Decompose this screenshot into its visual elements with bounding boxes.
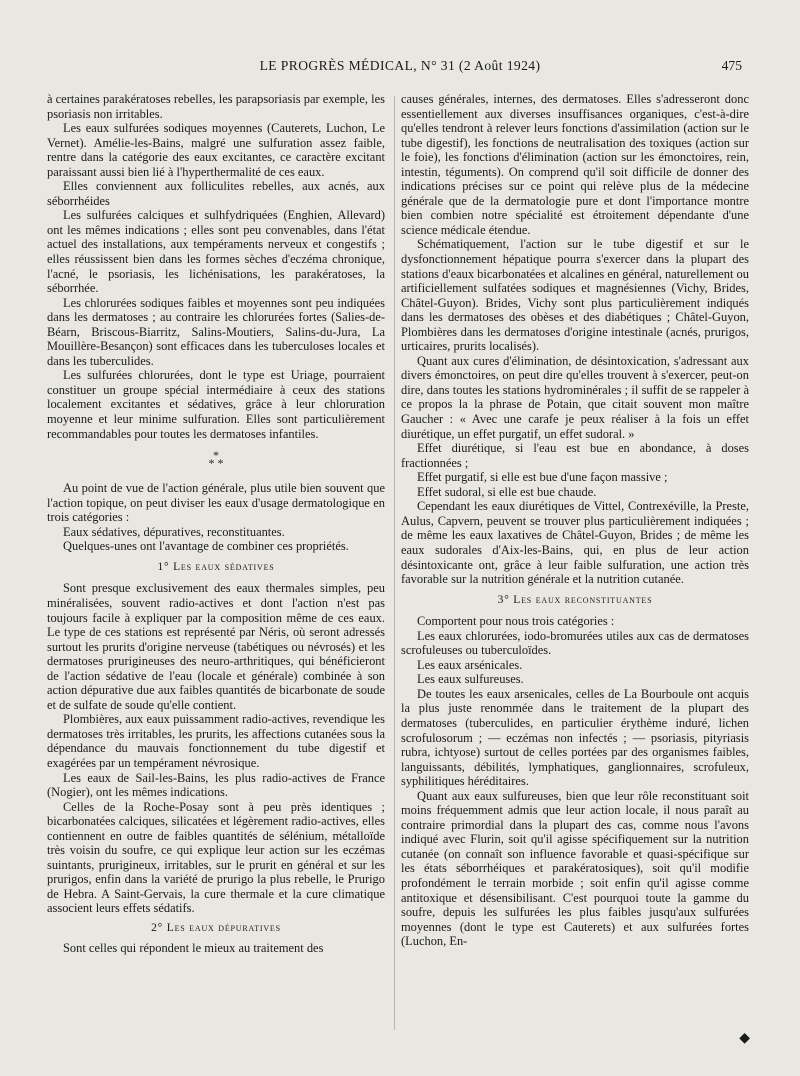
- paragraph: Celles de la Roche-Posay sont à peu près identiques ; bicarbonatées calciques, silicatées et légèrement radio-actives, elles contiennent en outre de faibles quantités de sélénium, métalloïde très voisin du soufre, ce qui explique leur action sur les eczémas suintants, prurigineux, irritables, sur le prurit en général et sur les prurigos, enfin dans la variété de prurigo la plus rebelle, le Prurigo de Hebra. A Saint-Gervais, la cure thermale et la cure climatique associent leurs effets sédatifs.: [47, 799, 385, 916]
- paragraph: Sont presque exclusivement des eaux thermales simples, peu minéralisées, souvent radio-actives et dont l'action n'est pas toujours facile à expliquer par la composition même de ces eaux. Le type de ces stations est représenté par Néris, où seront adressés surtout les prurits d'origine nerveuse (tabétiques ou névrosés) et les dermatoses prurigineuses des neuro-arthritiques, qui bénéficieront de l'action sédative de l'eau (locale et générale) combinée à son action dépurative due aux faibles quantités de bicarbonate de soude et de sulfate de soude qu'elle contient.: [47, 581, 385, 712]
- paragraph: Les eaux sulfureuses.: [417, 672, 524, 687]
- page-header: [0, 58, 800, 76]
- paragraph: Comportent pour nous trois catégories :: [417, 614, 615, 629]
- left-column: [47, 92, 385, 955]
- paragraph: Au point de vue de l'action générale, plus utile bien souvent que l'action topique, on peut diviser les eaux d'usage dermatologique en trois catégories :: [47, 481, 385, 525]
- paragraph: Plombières, aux eaux puissamment radio-actives, revendique les dermatoses très irritables, les prurits, les affections cutanées sous la dépendance du mauvais fonctionnement du tube digestif et exagérées par un tempérament névrosique.: [47, 712, 385, 770]
- right-column: [401, 92, 749, 949]
- page-number: 475: [721, 58, 742, 73]
- paragraph: Quelques-unes ont l'avantage de combiner ces propriétés.: [63, 539, 349, 554]
- paragraph: Effet purgatif, si elle est bue d'une façon massive ;: [417, 470, 668, 485]
- paragraph: Les eaux sulfurées sodiques moyennes (Cauterets, Luchon, Le Vernet). Amélie-les-Bains, malgré une sulfuration assez faible, rentre dans la catégorie des eaux excitantes, ce caractère excitant paraissant aussi bien lié à l'hyperthermalité de ces eaux.: [47, 121, 385, 179]
- section-title: 2° Les eaux dépuratives: [151, 921, 281, 934]
- paragraph: Schématiquement, l'action sur le tube digestif et sur le dysfonctionnement hépatique pourra s'exercer dans la plupart des stations d'eaux bicarbonatées et alcalines en général, naturellement ou artificiellement sulfatées sodiques et magnésiennes (Vichy, Brides, Châtel-Guyon). Brides, Vichy sont plus particulièrement indiqués dans les dermatoses des obèses et des diabétiques ; Châtel-Guyon, Plombières dans les dermatoses d'origine intestinale (acnés, prurigos, urticaires, prurits localisés).: [401, 237, 749, 354]
- section-title: 3° Les eaux reconstituantes: [497, 593, 653, 606]
- paragraph: Les chlorurées sodiques faibles et moyennes sont peu indiquées dans les dermatoses ; au contraire les chlorurées fortes (Salies-de-Béarn, Briscous-Biarritz, Salins-Moutiers, Salins-du-Jura, La Mouillère-Besançon) sont efficaces dans les tuberculoses locales et dans les tuberculides.: [47, 295, 385, 368]
- paragraph: Les eaux chlorurées, iodo-bromurées utiles aux cas de dermatoses scrofuleuses ou tuberculoïdes.: [401, 628, 749, 658]
- paragraph: Quant aux eaux sulfureuses, bien que leur rôle reconstituant soit moins fréquemment admis que leur action locale, il nous paraît au contraire primordial dans la plupart des cas, comme nous l'avons indiqué avec Flurin, soit qu'il agisse spécifiquement sur la nutrition cutanée (on connaît son influence favorable et quasi-spécifique sur les états séborrhéiques et parakératosiques), soit qu'il modifie profondément le terrain morbide ; soit enfin qu'il agisse comme antitoxique et désensibilisant. C'est pourquoi toute la gamme du soufre, depuis les sulfurées les plus faibles jusqu'aux sulfurées moyennes (dont le type est Cauterets) et aux sulfurées fortes (Luchon, En-: [401, 788, 749, 949]
- running-title: LE PROGRÈS MÉDICAL, N° 31 (2 Août 1924): [259, 58, 541, 73]
- paragraph: Elles conviennent aux folliculites rebelles, aux acnés, aux séborrhéides: [47, 179, 385, 208]
- paragraph: causes générales, internes, des dermatoses. Elles s'adresseront donc essentiellement aux diverses insuffisances organiques, c'est-à-dire qu'elles tendront à relever leurs fonctions d'assimilation (action sur le tube digestif), les fonctions de neutralisation des toxiques (action sur le foie), les fonctions d'élimination (action sur les émonctoires, rein, intestin, téguments). On comprend qu'il soit difficile de donner des indications précises sur ce point qui relève plus de la médecine générale que de la dermatologie pure et dont l'importance montre bien combien notre spécialité est étroitement dépendante d'une science médicale étendue.: [401, 92, 749, 237]
- paragraph: Les eaux arsénicales.: [417, 657, 523, 672]
- end-ornament-icon: ◆: [739, 1031, 750, 1046]
- section-title: 1° Les eaux sédatives: [157, 560, 275, 573]
- paragraph: Les sulfurées calciques et sulhfydriquées (Enghien, Allevard) ont les mêmes indications ; elles sont peu convenables, dans l'état actuel des installations, aux tempéraments nerveux et congestifs ; elles réussissent bien dans les formes sèches d'eczéma chronique, l'acné, le psoriasis, les lichénisations, les parakératoses, la séborrhée.: [47, 208, 385, 296]
- paragraph: Effet diurétique, si l'eau est bue en abondance, à doses fractionnées ;: [401, 441, 749, 470]
- section-ornament: * * *: [208, 448, 224, 471]
- paragraph: Effet sudoral, si elle est bue chaude.: [417, 484, 597, 499]
- paragraph: Les sulfurées chlorurées, dont le type est Uriage, pourraient constituer un groupe spécial intermédiaire à ceux des stations localement excitantes et sédatives, grâce à leur chloruration moyenne et leur minime sulfuration. Elles sont particulièrement recommandables pour toutes les dermatoses infantiles.: [47, 368, 385, 441]
- paragraph: Sont celles qui répondent le mieux au traitement des: [63, 940, 324, 955]
- paragraph: Eaux sédatives, dépuratives, reconstituantes.: [63, 524, 285, 539]
- paragraph: Les eaux de Sail-les-Bains, les plus radio-actives de France (Nogier), ont les mêmes indications.: [47, 770, 385, 800]
- paragraph: De toutes les eaux arsenicales, celles de La Bourboule ont acquis la plus juste renommée dans le traitement de la plupart des dermatoses (tuberculides, en particulier érythème induré, lichen scrofulosorum ; — eczémas non infectés ; — psoriasis, pityriasis rubra, ichtyose) surtout de celles portées par des organismes faibles, languissants, débilités, lymphatiques, ganglionnaires, scrofuleux, syphilitiques héréditaires.: [401, 686, 749, 789]
- paragraph: Quant aux cures d'élimination, de désintoxication, s'adressant aux divers émonctoires, on peut dire qu'elles trouvent à s'exercer, peut-on dire, dans toutes les stations hydrominérales ; il suffit de se rappeler à ce propos la la phrase de Potain, que citait souvent mon maître Gaucher : « Avec une carafe je peux réaliser à la fois un effet diurétique, un effet purgatif, un effet sudoral. »: [401, 353, 749, 441]
- paragraph: à certaines parakératoses rebelles, les parapsoriasis par exemple, les psoriasis non irritables.: [47, 92, 385, 121]
- paragraph: Cependant les eaux diurétiques de Vittel, Contrexéville, la Preste, Aulus, Capvern, peuvent se trouver plus particulièrement indiquées ; de même les eaux laxatives de Châtel-Guyon, Brides ; de même les eaux sudorales d'Aix-les-Bains, qui, en plus de leur action désintoxicante ont, grâce à leur faible sulfuration, une action très favorable sur la nutrition générale et la nutrition cutanée.: [401, 499, 749, 587]
- column-divider: [394, 96, 395, 1030]
